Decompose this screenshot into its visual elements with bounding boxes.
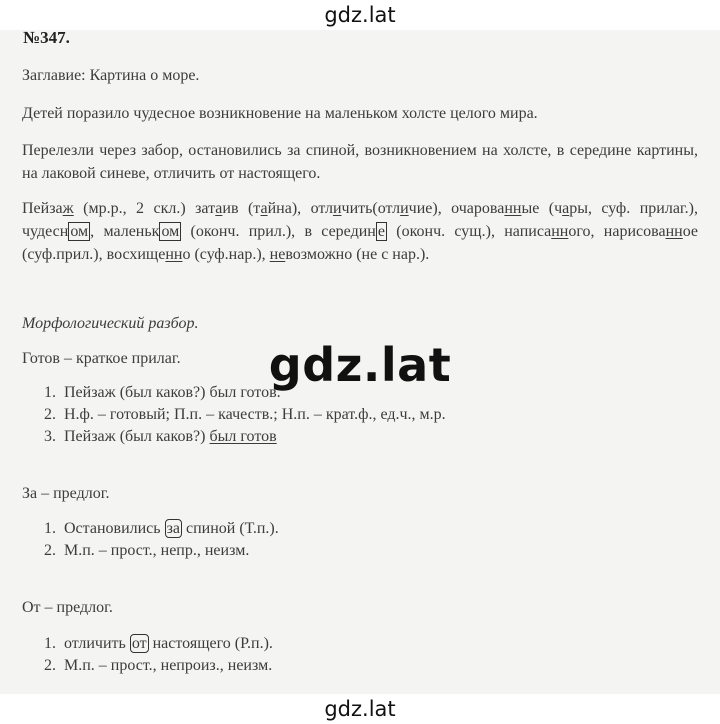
ending-box: ом [70, 223, 89, 240]
vowel-mark: а [562, 200, 570, 217]
vowel-mark: и [400, 200, 409, 217]
sentence-2: Перелезли через забор, остановились за спиной, возникновением на холсте, в середине картины, на лаковой синеве, отличить от настоящего. [22, 142, 698, 182]
underlined-predicate: был готов [209, 428, 277, 445]
preposition-box: за [166, 520, 180, 537]
suffix-mark: нн [504, 200, 522, 217]
ending-mark: ж [62, 200, 74, 217]
list-item: 3. Пейзаж (был каков?) был готов [44, 428, 277, 445]
section-head: За – предлог. [22, 485, 110, 502]
list-item: 1. отличить от настоящего (Р.п.). [44, 635, 273, 652]
suffix-mark: нн [165, 246, 183, 263]
vowel-mark: а [215, 200, 223, 217]
list-item: 2. М.п. – прост., непроиз., неизм. [44, 657, 273, 674]
list-item: 2. М.п. – прост., непр., неизм. [44, 542, 250, 559]
watermark-top: gdz.lat [0, 0, 720, 30]
section-head: От – предлог. [22, 599, 113, 616]
suffix-mark: нн [665, 223, 683, 240]
vowel-mark: а [260, 200, 268, 217]
section-head: Готов – краткое прилаг. [22, 350, 181, 367]
exercise-number: №347. [23, 28, 70, 47]
title-line: Заглавие: Картина о море. [22, 67, 200, 84]
watermark-center: gdz.lat [268, 338, 452, 392]
preposition-box: от [131, 635, 147, 652]
list-item: 1. Остановились за спиной (Т.п.). [44, 520, 279, 537]
ending-box: ом [161, 223, 180, 240]
sentence-1: Детей поразило чудесное возникновение на маленьком холсте целого мира. [22, 105, 538, 122]
vowel-mark: и [332, 200, 342, 217]
list-item: 2. Н.ф. – готовый; П.п. – качеств.; Н.п. – крат.ф., ед.ч., м.р. [44, 406, 446, 423]
morph-header: Морфологический разбор. [22, 315, 199, 332]
watermark-bottom: gdz.lat [0, 694, 720, 724]
suffix-mark: нн [551, 223, 569, 240]
spelling-paragraph: Пейзаж (мр.р., 2 скл.) затаив (тайна), отличить(отличие), очарованные (чары, суф. прилаг.), чудесн ом , маленьк ом (оконч. прил.), в середин е (оконч. сущ.), написанного, нарисованное (суф.прил.), восхищенно (суф.нар.), невозможно (не с нар.). [22, 200, 699, 263]
prefix-mark: не [269, 246, 286, 263]
list-item: 1. Пейзаж (был каков?) был готов. [44, 384, 281, 401]
ending-box: е [377, 223, 385, 240]
